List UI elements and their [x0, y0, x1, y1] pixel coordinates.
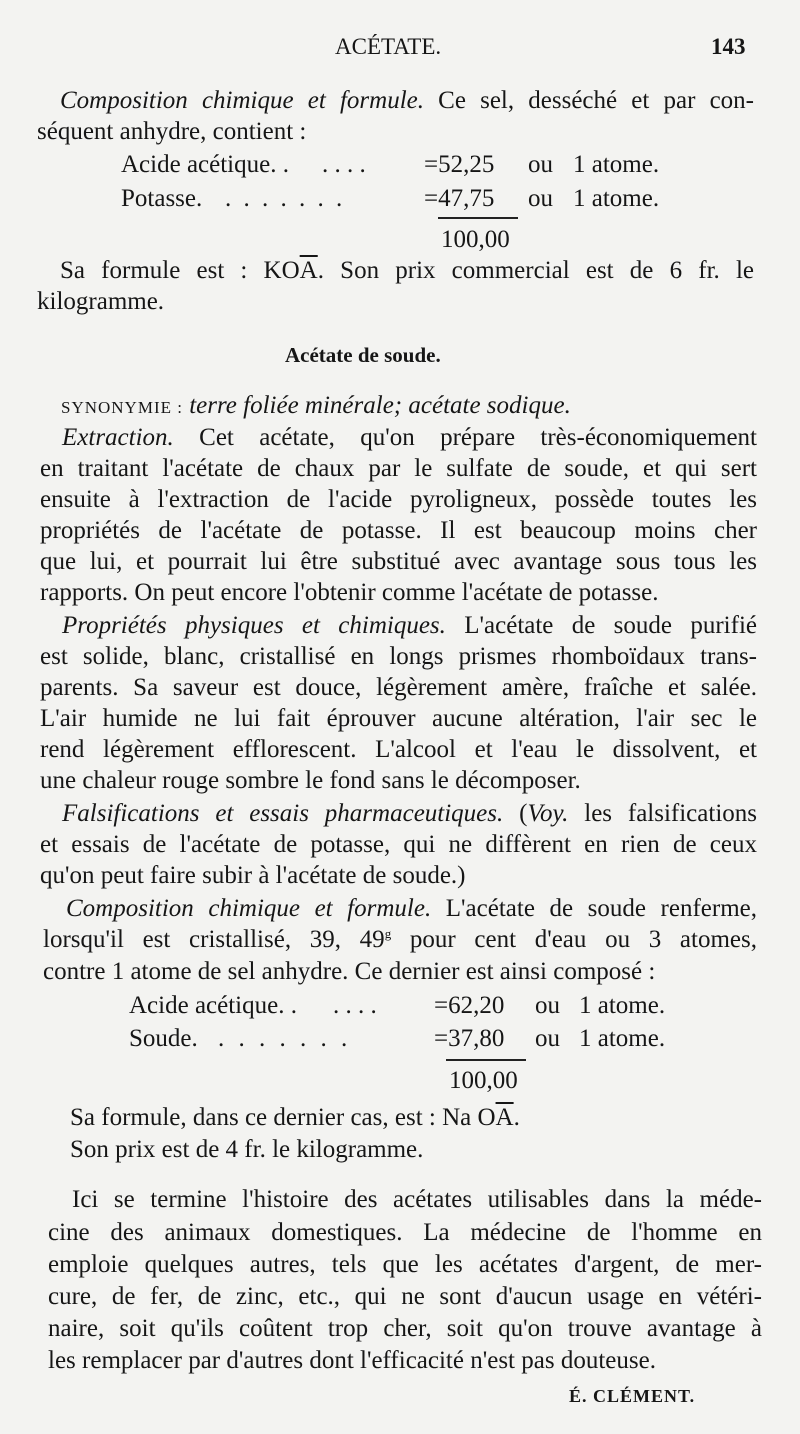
- soude-price-line: Son prix est de 4 fr. le kilogramme.: [70, 1136, 424, 1163]
- falsif-line-3: qu'on peut faire subir à l'acétate de soude.): [40, 862, 466, 889]
- extraction-line-5: que lui, et pourrait lui être substitué avec avantage sous tous les: [40, 548, 757, 575]
- extraction-lead: Extraction.: [62, 424, 174, 451]
- author-signature: É. CLÉMENT.: [569, 1386, 696, 1406]
- falsif-voy: Voy.: [527, 800, 569, 827]
- soude-row-soude-ou: ou: [535, 1025, 560, 1052]
- conclusion-line-2: cine des animaux domestiques. La médecine de l'homme en: [48, 1219, 762, 1246]
- potasse-row-acide-atoms: 1 atome.: [573, 151, 660, 178]
- potasse-row-acide-value: =52,25: [424, 151, 495, 178]
- conclusion-line-6: les remplacer par d'autres dont l'efficacité n'est pas douteuse.: [48, 1347, 656, 1374]
- soude-composition-lead: Composition chimique et formule.: [66, 895, 432, 922]
- soude-row-acide-atoms: 1 atome.: [579, 992, 666, 1019]
- potasse-row-acide-name: Acide acétique. .: [121, 151, 289, 178]
- conclusion-line-5: naire, soit qu'ils coûtent trop cher, soit qu'on trouve avantage à: [48, 1315, 762, 1342]
- extraction-line-2: en traitant l'acétate de chaux par le sulfate de soude, et qui sert: [40, 455, 757, 482]
- potasse-formula-line-2: kilogramme.: [37, 288, 165, 315]
- soude-composition-line-1: [66, 894, 757, 924]
- conclusion-line-1: Ici se termine l'histoire des acétates utilisables dans la méde-: [72, 1186, 762, 1213]
- proprietes-line-3: parents. Sa saveur est douce, légèrement amère, fraîche et salée.: [40, 674, 757, 701]
- extraction-line-3: ensuite à l'extraction de l'acide pyroligneux, possède toutes les: [40, 486, 757, 513]
- soude-composition-rest: L'acétate de soude renferme,: [431, 895, 758, 922]
- soude-water-b: pour cent d'eau ou 3 atomes,: [391, 926, 757, 953]
- falsif-text: les falsifications: [568, 800, 757, 827]
- synonymie-line: [61, 391, 571, 423]
- potasse-total: 100,00: [441, 226, 510, 253]
- potasse-row-acide-ou: ou: [528, 151, 553, 178]
- composition-line-2: séquent anhydre, contient :: [37, 118, 307, 145]
- soude-formula-line: [70, 1103, 520, 1133]
- potasse-row-potasse-dots: . . . . . . .: [225, 185, 346, 212]
- soude-formula-pre: Sa formule, dans ce dernier cas, est : Na O: [70, 1104, 496, 1131]
- proprietes-lead: Propriétés physiques et chimiques.: [62, 612, 446, 639]
- proprietes-line-2: est solide, blanc, cristallisé en longs prismes rhomboïdaux trans-: [40, 643, 757, 670]
- soude-composition-line-3: contre 1 atome de sel anhydre. Ce dernier est ainsi composé :: [43, 958, 656, 985]
- falsif-lead: Falsifications et essais pharmaceutiques.: [62, 800, 504, 827]
- soude-total: 100,00: [449, 1067, 518, 1094]
- soude-row-soude-atoms: 1 atome.: [579, 1025, 666, 1052]
- composition-line-1: [60, 86, 754, 116]
- extraction-line-4: propriétés de l'acétate de potasse. Il est beaucoup moins cher: [40, 517, 757, 544]
- falsif-line-1: [62, 799, 757, 829]
- potasse-formula-acetate: $\overline{A}$: [299, 257, 318, 284]
- soude-sum-rule: [446, 1059, 526, 1061]
- potasse-formula-line: [60, 256, 754, 286]
- soude-row-acide-name: Acide acétique. .: [129, 992, 297, 1019]
- potasse-formula-pre: Sa formule est : KO: [60, 257, 300, 284]
- soude-composition-line-2: [43, 925, 757, 955]
- soude-row-acide-dots: . . . .: [333, 992, 377, 1019]
- potasse-row-potasse-value: =47,75: [424, 185, 495, 212]
- composition-lead: Composition chimique et formule.: [60, 87, 424, 114]
- conclusion-line-3: emploie quelques autres, tels que les acétates d'argent, de mer-: [48, 1251, 762, 1278]
- proprietes-line-4: L'air humide ne lui fait éprouver aucune altération, l'air sec le: [40, 705, 757, 732]
- section-heading: Acétate de soude.: [285, 343, 441, 367]
- soude-water-a: lorsqu'il est cristallisé, 39, 49: [43, 926, 385, 953]
- page-number: 143: [711, 34, 746, 59]
- potasse-row-potasse-name: Potasse.: [121, 185, 203, 212]
- synonymie-label: SYNONYMIE :: [61, 398, 183, 417]
- potasse-row-potasse-atoms: 1 atome.: [573, 185, 660, 212]
- soude-row-soude-dots: . . . . . . .: [218, 1025, 352, 1052]
- potasse-formula-post: . Son prix commercial est de 6 fr. le: [317, 257, 754, 284]
- conclusion-line-4: cure, de fer, de zinc, etc., qui ne sont d'aucun usage en vétéri-: [48, 1283, 762, 1310]
- soude-row-acide-value: =62,20: [434, 992, 505, 1019]
- extraction-line-1: [62, 423, 757, 453]
- falsif-line-2: et essais de l'acétate de potasse, qui ne diffèrent en rien de ceux: [40, 831, 757, 858]
- synonymie-text: terre foliée minérale; acétate sodique.: [182, 392, 571, 419]
- proprietes-line-6: une chaleur rouge sombre le fond sans le décomposer.: [40, 767, 581, 794]
- proprietes-line-5: rend légèrement efflorescent. L'alcool et l'eau le dissolvent, et: [40, 736, 757, 763]
- grams-superscript: g: [384, 926, 392, 941]
- extraction-text: Cet acétate, qu'on prépare très-économiquement: [173, 424, 757, 451]
- soude-formula-post: .: [513, 1104, 520, 1131]
- extraction-line-6: rapports. On peut encore l'obtenir comme l'acétate de potasse.: [40, 579, 659, 606]
- potasse-sum-rule: [438, 217, 518, 219]
- falsif-paren: (: [503, 800, 528, 827]
- composition-rest: Ce sel, desséché et par con-: [424, 87, 754, 114]
- soude-formula-acetate: $\overline{A}$: [495, 1104, 514, 1131]
- soude-row-soude-value: =37,80: [434, 1025, 505, 1052]
- soude-row-soude-name: Soude.: [129, 1025, 198, 1052]
- running-title: ACÉTATE.: [335, 34, 442, 59]
- potasse-row-acide-dots: . . . .: [322, 151, 366, 178]
- proprietes-line-1: [62, 611, 757, 641]
- soude-row-acide-ou: ou: [535, 992, 560, 1019]
- proprietes-text: L'acétate de soude purifié: [445, 612, 757, 639]
- potasse-row-potasse-ou: ou: [528, 185, 553, 212]
